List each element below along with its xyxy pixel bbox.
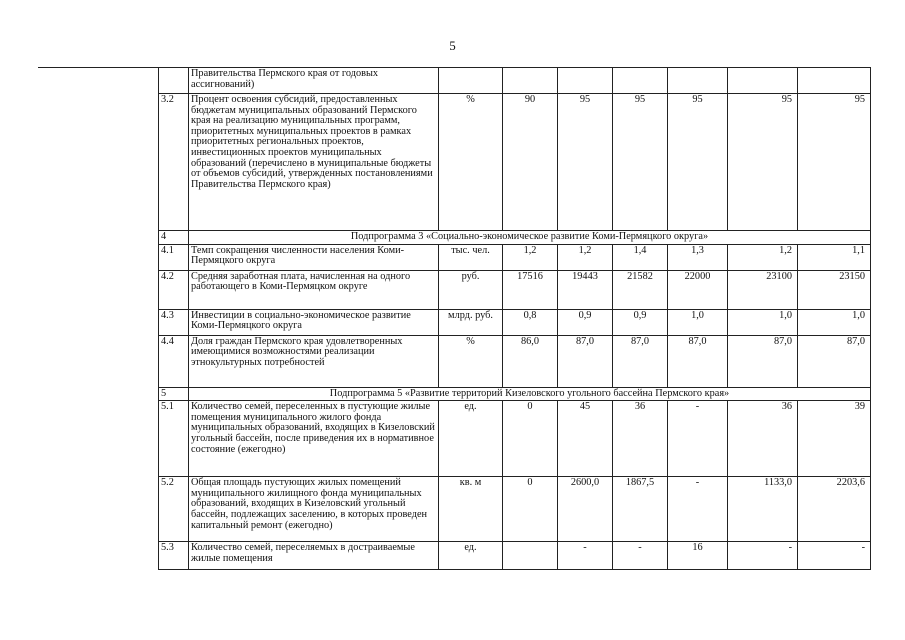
value-cell: 87,0 xyxy=(613,335,668,387)
row-number xyxy=(159,68,189,94)
value-cell: 1,4 xyxy=(613,244,668,270)
subprogram-row xyxy=(159,231,871,245)
indicator-name: Правительства Пермского края от годовых ассигнований) xyxy=(189,68,439,94)
value-cell: 95 xyxy=(668,94,728,231)
value-cell: 95 xyxy=(613,94,668,231)
value-cell: 1,3 xyxy=(668,244,728,270)
value-cell: 21582 xyxy=(613,270,668,309)
value-cell: 87,0 xyxy=(668,335,728,387)
value-cell: - xyxy=(798,542,871,570)
page-number: 5 xyxy=(449,38,456,53)
value-cell xyxy=(728,68,798,94)
unit-cell: % xyxy=(439,335,503,387)
value-cell xyxy=(798,68,871,94)
row-number: 4.2 xyxy=(159,270,189,309)
value-cell: 36 xyxy=(613,401,668,477)
value-cell xyxy=(503,542,558,570)
value-cell: - xyxy=(613,542,668,570)
value-cell: - xyxy=(728,542,798,570)
value-cell: 1,0 xyxy=(728,309,798,335)
value-cell: 0 xyxy=(503,477,558,542)
row-number: 5 xyxy=(159,387,189,401)
indicator-name: Темп сокращения численности населения Коми-Пермяцкого округа xyxy=(189,244,439,270)
value-cell: 1867,5 xyxy=(613,477,668,542)
table-row xyxy=(159,401,871,477)
value-cell: - xyxy=(558,542,613,570)
value-cell xyxy=(503,68,558,94)
value-cell: 95 xyxy=(798,94,871,231)
value-cell: - xyxy=(668,401,728,477)
subprogram-title: Подпрограмма 3 «Социально-экономическое развитие Коми-Пермяцкого округа» xyxy=(189,231,871,245)
indicator-name: Доля граждан Пермского края удовлетворенных имеющимися возможностями реализации этнокультурных потребностей xyxy=(189,335,439,387)
value-cell: 17516 xyxy=(503,270,558,309)
unit-cell: кв. м xyxy=(439,477,503,542)
subprogram-title: Подпрограмма 5 «Развитие территорий Кизеловского угольного бассейна Пермского края» xyxy=(189,387,871,401)
row-number: 5.3 xyxy=(159,542,189,570)
unit-cell: ед. xyxy=(439,542,503,570)
value-cell: 95 xyxy=(558,94,613,231)
unit-cell: млрд. руб. xyxy=(439,309,503,335)
value-cell: - xyxy=(668,477,728,542)
row-number: 5.2 xyxy=(159,477,189,542)
value-cell: 0,9 xyxy=(613,309,668,335)
row-number: 4.1 xyxy=(159,244,189,270)
table-row xyxy=(159,477,871,542)
value-cell: 16 xyxy=(668,542,728,570)
row-number: 4.3 xyxy=(159,309,189,335)
indicator-name: Процент освоения субсидий, предоставленных бюджетам муниципальных образований Пермского края на реализацию муниципальных программ, приоритетных муниципальных проектов в рамках приоритетных региональных проектов, инвестиционных проектов муниципальных образований (перечислено в муниципальные бюджеты от объемов субсидий, утвержденных постановлениями Правительства Пермского края) xyxy=(189,94,439,231)
row-number: 3.2 xyxy=(159,94,189,231)
table-row xyxy=(159,542,871,570)
value-cell: 0 xyxy=(503,401,558,477)
table-row xyxy=(159,244,871,270)
row-number: 4 xyxy=(159,231,189,245)
value-cell: 1,2 xyxy=(503,244,558,270)
value-cell: 90 xyxy=(503,94,558,231)
value-cell: 95 xyxy=(728,94,798,231)
value-cell: 1,0 xyxy=(668,309,728,335)
row-number: 4.4 xyxy=(159,335,189,387)
table-row xyxy=(159,335,871,387)
value-cell: 23150 xyxy=(798,270,871,309)
table-row xyxy=(159,309,871,335)
value-cell: 87,0 xyxy=(558,335,613,387)
value-cell: 23100 xyxy=(728,270,798,309)
value-cell: 1,2 xyxy=(728,244,798,270)
indicator-name: Средняя заработная плата, начисленная на одного работающего в Коми-Пермяцком округе xyxy=(189,270,439,309)
value-cell: 45 xyxy=(558,401,613,477)
value-cell xyxy=(558,68,613,94)
value-cell: 2203,6 xyxy=(798,477,871,542)
table-row xyxy=(159,94,871,231)
unit-cell: руб. xyxy=(439,270,503,309)
unit-cell: % xyxy=(439,94,503,231)
value-cell: 87,0 xyxy=(798,335,871,387)
table-row xyxy=(159,68,871,94)
indicator-table xyxy=(158,67,871,570)
value-cell xyxy=(668,68,728,94)
indicator-name: Инвестиции в социально-экономическое развитие Коми-Пермяцкого округа xyxy=(189,309,439,335)
value-cell: 0,9 xyxy=(558,309,613,335)
value-cell: 1133,0 xyxy=(728,477,798,542)
subprogram-row xyxy=(159,387,871,401)
value-cell: 39 xyxy=(798,401,871,477)
indicator-name: Количество семей, переселенных в пустующие жилые помещения муниципального жилого фонда муниципальных образований, входящих в Кизеловский угольный бассейн, после приведения их в нормативное состояние (ежегодно) xyxy=(189,401,439,477)
value-cell: 0,8 xyxy=(503,309,558,335)
value-cell: 1,1 xyxy=(798,244,871,270)
unit-cell xyxy=(439,68,503,94)
value-cell: 86,0 xyxy=(503,335,558,387)
value-cell: 19443 xyxy=(558,270,613,309)
unit-cell: тыс. чел. xyxy=(439,244,503,270)
value-cell: 87,0 xyxy=(728,335,798,387)
value-cell: 2600,0 xyxy=(558,477,613,542)
table-row xyxy=(159,270,871,309)
value-cell: 36 xyxy=(728,401,798,477)
value-cell: 1,2 xyxy=(558,244,613,270)
indicator-name: Общая площадь пустующих жилых помещений муниципального жилищного фонда муниципальных образований, входящих в Кизеловский угольный бассейн, подлежащих заселению, в которых проведен капитальный ремонт (ежегодно) xyxy=(189,477,439,542)
indicator-name: Количество семей, переселяемых в достраиваемые жилые помещения xyxy=(189,542,439,570)
left-margin-rule xyxy=(38,67,160,68)
value-cell: 22000 xyxy=(668,270,728,309)
value-cell: 1,0 xyxy=(798,309,871,335)
unit-cell: ед. xyxy=(439,401,503,477)
row-number: 5.1 xyxy=(159,401,189,477)
value-cell xyxy=(613,68,668,94)
